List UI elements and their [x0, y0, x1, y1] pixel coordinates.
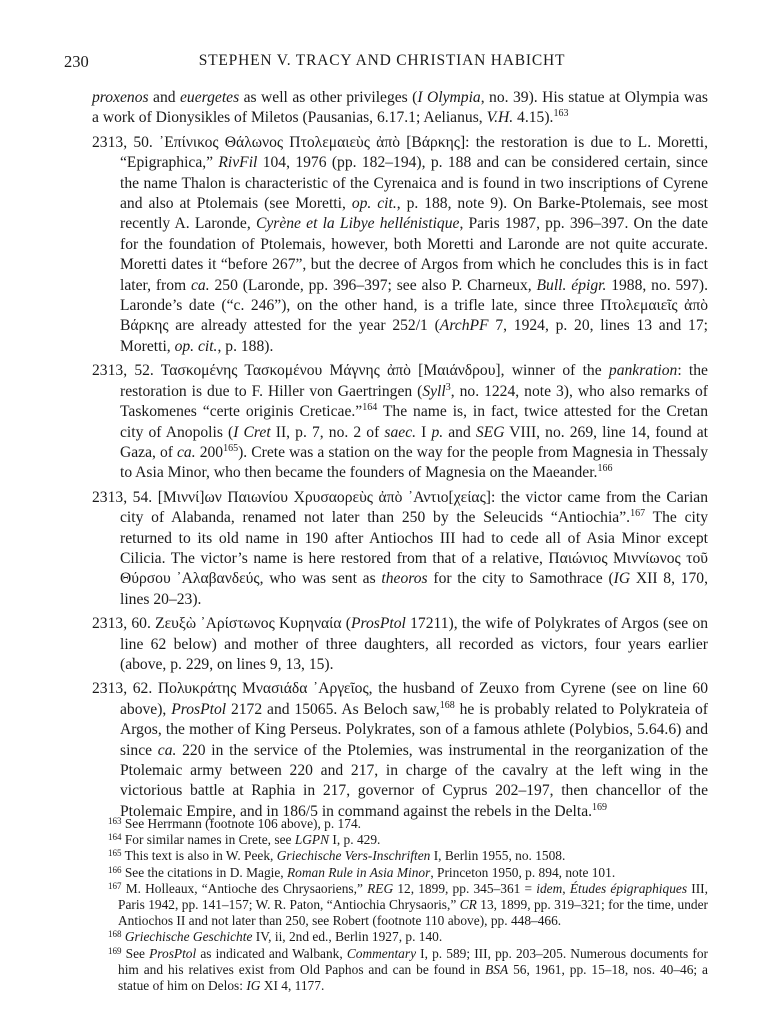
page-number: 230 — [64, 52, 89, 71]
footnote-number: 166 — [108, 864, 122, 875]
footnote-number: 165 — [108, 848, 122, 859]
footnotes — [92, 816, 708, 994]
footnote-number: 169 — [108, 945, 122, 956]
footnote — [92, 929, 708, 945]
footnote-text: For similar names in Crete, see LGPN I, p. 429. — [124, 832, 381, 848]
footnote-number: 168 — [108, 929, 122, 940]
footnote-text: M. Holleaux, “Antioche des Chrysaoriens,” REG 12, 1899, pp. 345–361 = idem, Études épigraphiques III, Paris 1942, pp. 141–157; W. R. Paton, “Antiochia Chrysaoris,” CR 13, 1899, pp. 319–321; for the time, under Antiochos II and not later than 250, see Robert (footnote 110 above), pp. 448–466. — [118, 880, 708, 929]
footnote-number: 164 — [108, 832, 122, 843]
footnote-number: 167 — [108, 880, 122, 891]
paragraph: 2313, 54. [Μιννί]ων Παιωνίου Χρυσαορεὺς ἀπὸ ᾿Αντιο[χείας]: the victor came from the Carian city of Alabanda, renamed not later than 250 by the Seleucids “Antiochia”.$^{167}$ The city returned to its old name in 190 after Antiochos III had to cede all of Asia Minor except Cilicia. The victor’s name is here restored from that of a relative, Παιώνιος Μιννίωνος τοῦ Θύρσου ᾿Αλαβανδεύς, who was sent as theoros for the city to Samothrace (IG XII 8, 170, lines 20–23). — [92, 488, 708, 608]
footnote-text: See ProsPtol as indicated and Walbank, Commentary I, p. 589; III, pp. 203–205. Numerous documents for him and his relatives exist from Old Paphos and can be found in BSA 56, 1961, pp. 15–18, nos. 40–46; a statue of him on Delos: IG XI 4, 1177. — [118, 945, 708, 994]
footnote-text: This text is also in W. Peek, Griechische Vers-Inschriften I, Berlin 1955, no. 1508. — [124, 848, 566, 864]
page-header — [64, 52, 700, 76]
body-text — [92, 88, 708, 822]
footnote-text: Griechische Geschichte IV, ii, 2nd ed., Berlin 1927, p. 140. — [124, 929, 443, 945]
paragraph: proxenos and euergetes as well as other privileges (I Olympia, no. 39). His statue at Olympia was a work of Dionysikles of Miletos (Pausanias, 6.17.1; Aelianus, V.H. 4.15).$^{163}$ — [92, 89, 708, 127]
paragraph: 2313, 52. Τασκομένης Τασκομένου Μάγνης ἀπὸ [Μαιάνδρου], winner of the pankration: the restoration is due to F. Hiller von Gaertringen (Syll$^3$, no. 1224, note 3), who also remarks of Taskomenes “certe originis Creticae.”$^{164}$ The name is, in fact, twice attested for the Cretan city of Anopolis (I Cret II, p. 7, no. 2 of saec. I p. and SEG VIII, no. 269, line 14, found at Gaza, of ca. $200^{165}$). Crete was a station on the way for the people from Magnesia in Thessaly to Asia Minor, who then became the founders of Magnesia on the Maeander.$^{166}$ — [92, 362, 709, 482]
paragraph: 2313, 62. Πολυκράτης Μνασιάδα ᾿Αργεῖος, the husband of Zeuxo from Cyrene (see on line 60 above), ProsPtol 2172 and 15065. As Beloch saw,$^{168}$ he is probably related to Polykrateia of Argos, the mother of King Perseus. Polykrates, son of a famous athlete (Polybios, 5.64.6) and since ca. 220 in the service of the Ptolemies, was instrumental in the reorganization of the Ptolemaic army between 220 and 217, in charge of the cavalry at the left wing in the victorious battle at Raphia in 217, governor of Cyprus 202–197, then chancellor of the Ptolemaic Empire, and in 186/5 in command against the rebels in the Delta.$^{169}$ — [92, 680, 708, 820]
footnote — [92, 848, 708, 864]
footnote — [92, 946, 708, 995]
running-title: STEPHEN V. TRACY AND CHRISTIAN HABICHT — [198, 52, 566, 69]
footnote — [92, 832, 708, 848]
footnote-text: See the citations in D. Magie, Roman Rule in Asia Minor, Princeton 1950, p. 894, note 101. — [124, 864, 616, 880]
footnote-text: See Herrmann (footnote 106 above), p. 174. — [124, 816, 361, 831]
paragraph: 2313, 50. ᾿Επίνικος Θάλωνος Πτολεμαιεὺς ἀπὸ [Βάρκης]: the restoration is due to L. Moretti, “Epigraphica,” RivFil 104, 1976 (pp. 182–194), p. 188 and can be considered certain, since the name Thalon is characteristic of the Cyrenaica and is found in two inscriptions of Cyrene and also at Ptolemais (see Moretti, op. cit., p. 188, note 9). On Barke-Ptolemais, see most recently A. Laronde, Cyrène et la Libye hellénistique, Paris 1987, pp. 396–397. On the date for the foundation of Ptolemais, however, both Moretti and Laronde are not quite accurate. Moretti dates it “before 267”, but the decree of Argos from which he concludes this is in fact later, from ca. 250 (Laronde, pp. 396–397; see also P. Charneux, Bull. épigr. 1988, no. 597). Laronde’s date (“c. 246”), on the other hand, is a trifle late, since three Πτολεμαιεῖς ἀπὸ Βάρκης are already attested for the year 252/1 (ArchPF 7, 1924, p. 20, lines 13 and 17; Moretti, op. cit., p. 188). — [92, 133, 708, 355]
footnote-number: 163 — [108, 816, 122, 826]
paragraph: 2313, 60. Ζευξὼ ᾿Αρίστωνος Κυρηναία (ProsPtol 17211), the wife of Polykrates of Argos (see on line 62 below) and mother of three daughters, all recorded as victors, four years earlier (above, p. 229, on lines 9, 13, 15). — [92, 615, 708, 673]
footnote — [92, 881, 708, 930]
footnote — [92, 816, 708, 832]
footnote — [92, 865, 708, 881]
